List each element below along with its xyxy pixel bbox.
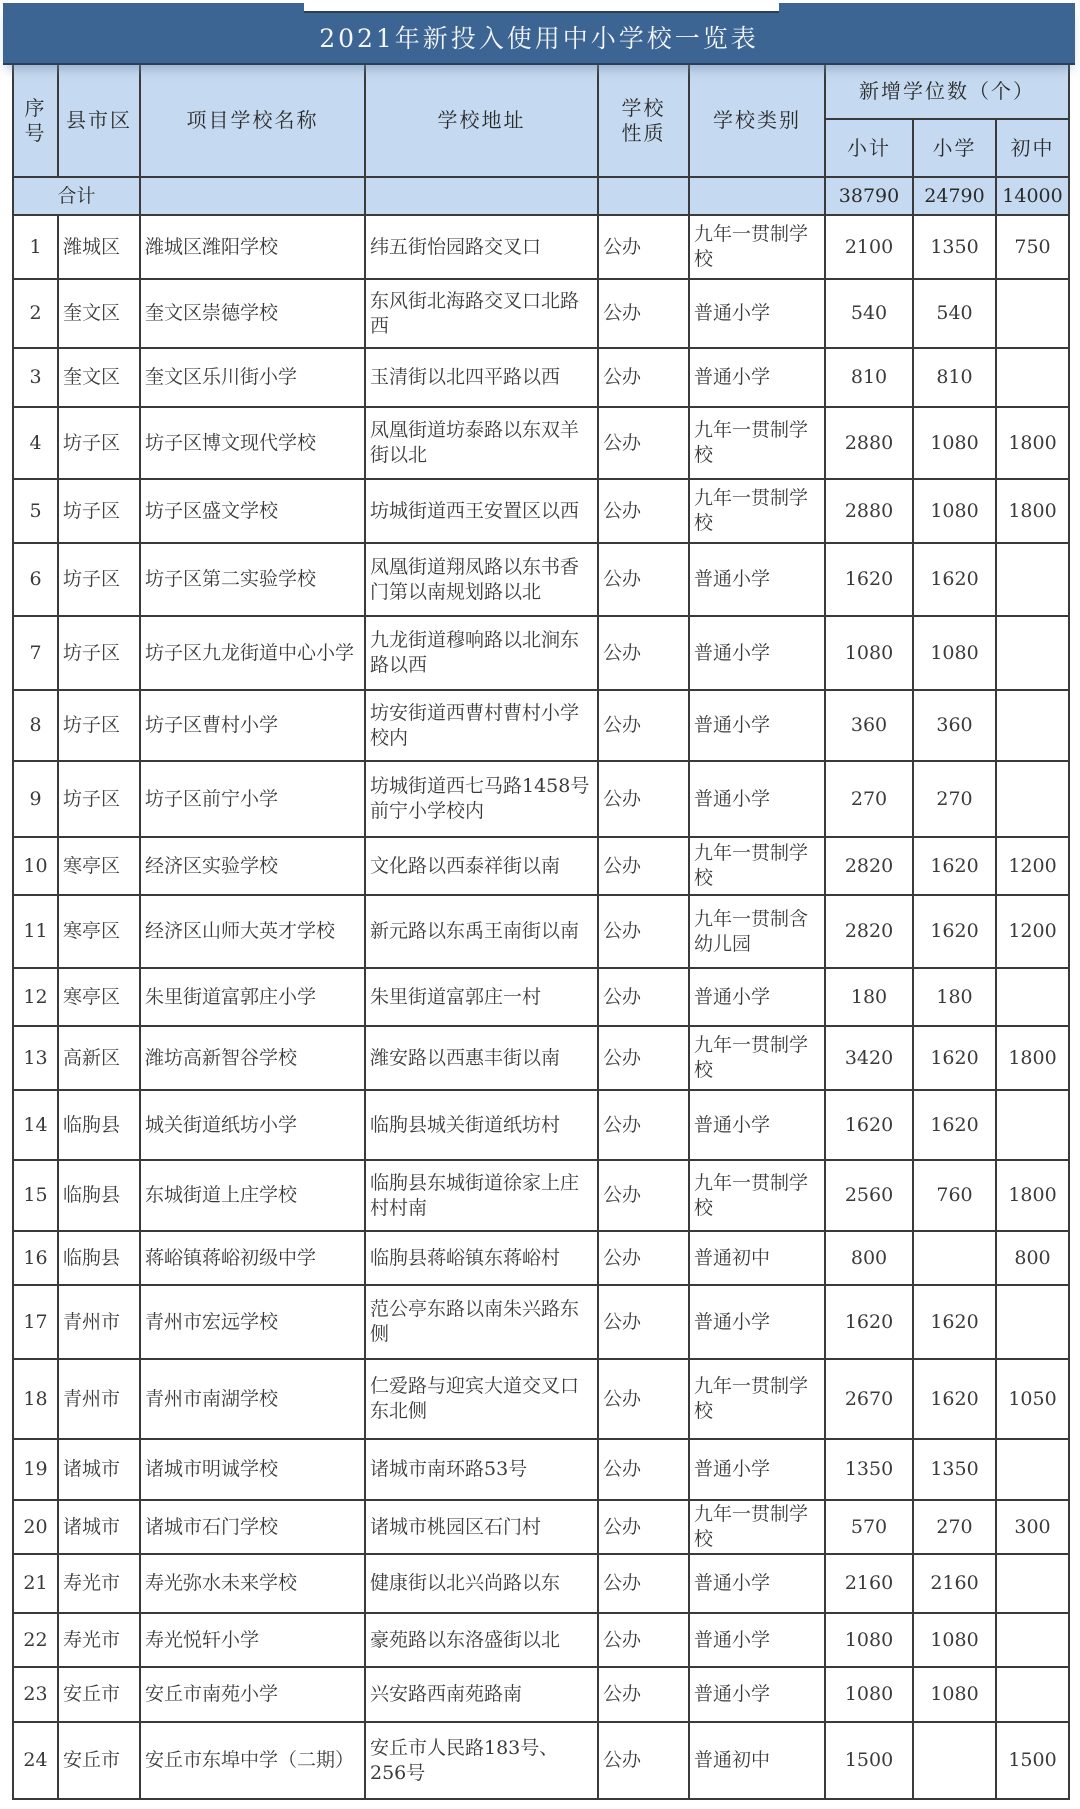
- row-category: 九年一贯制学校: [689, 1026, 825, 1090]
- row-county: 临朐县: [58, 1090, 140, 1160]
- row-seq: 21: [13, 1554, 58, 1613]
- row-nature: 公办: [598, 407, 689, 479]
- row-junior: [996, 543, 1069, 616]
- row-primary: [913, 1231, 996, 1285]
- row-address: 豪苑路以东洛盛街以北: [365, 1613, 598, 1667]
- row-category: 普通小学: [689, 1554, 825, 1613]
- header-seq: [13, 64, 58, 177]
- row-county: 坊子区: [58, 690, 140, 761]
- row-address: 潍安路以西惠丰街以南: [365, 1026, 598, 1090]
- row-junior: [996, 761, 1069, 837]
- table-row: [13, 1090, 1069, 1160]
- row-junior: [996, 1090, 1069, 1160]
- row-category: 九年一贯制学校: [689, 1160, 825, 1231]
- table-row: [13, 407, 1069, 479]
- total-subtotal: 38790: [825, 177, 913, 215]
- row-address: 坊城街道西王安置区以西: [365, 479, 598, 543]
- row-nature: 公办: [598, 1285, 689, 1359]
- row-nature: 公办: [598, 1026, 689, 1090]
- row-seq: 10: [13, 837, 58, 895]
- row-address: 新元路以东禹王南街以南: [365, 895, 598, 968]
- header-address: 学校地址: [365, 64, 598, 177]
- row-county: 寒亭区: [58, 895, 140, 968]
- row-subtotal: 1080: [825, 1667, 913, 1722]
- row-school-name: 坊子区博文现代学校: [140, 407, 365, 479]
- row-school-name: 城关街道纸坊小学: [140, 1090, 365, 1160]
- row-nature: 公办: [598, 279, 689, 348]
- row-category: 普通初中: [689, 1722, 825, 1799]
- total-empty-address: [365, 177, 598, 215]
- total-label: 合计: [13, 177, 140, 215]
- row-school-name: 诸城市石门学校: [140, 1500, 365, 1554]
- row-address: 兴安路西南苑路南: [365, 1667, 598, 1722]
- table-row: [13, 543, 1069, 616]
- row-subtotal: 2100: [825, 215, 913, 279]
- row-county: 潍城区: [58, 215, 140, 279]
- row-junior: 1800: [996, 407, 1069, 479]
- row-county: 临朐县: [58, 1160, 140, 1231]
- row-school-name: 朱里街道富郭庄小学: [140, 968, 365, 1026]
- row-seq: 18: [13, 1359, 58, 1439]
- row-seq: 15: [13, 1160, 58, 1231]
- row-category: 普通小学: [689, 1285, 825, 1359]
- row-category: 九年一贯制学校: [689, 837, 825, 895]
- row-school-name: 青州市宏远学校: [140, 1285, 365, 1359]
- header-category: 学校类别: [689, 64, 825, 177]
- row-nature: 公办: [598, 1359, 689, 1439]
- row-junior: 1500: [996, 1722, 1069, 1799]
- row-school-name: 寿光悦轩小学: [140, 1613, 365, 1667]
- row-subtotal: 1620: [825, 1090, 913, 1160]
- row-county: 坊子区: [58, 616, 140, 690]
- row-nature: 公办: [598, 1613, 689, 1667]
- row-seq: 17: [13, 1285, 58, 1359]
- row-primary: 1080: [913, 407, 996, 479]
- row-nature: 公办: [598, 215, 689, 279]
- row-school-name: 坊子区九龙街道中心小学: [140, 616, 365, 690]
- row-subtotal: 1620: [825, 543, 913, 616]
- row-seq: 22: [13, 1613, 58, 1667]
- row-seq: 3: [13, 348, 58, 407]
- row-county: 诸城市: [58, 1500, 140, 1554]
- row-county: 诸城市: [58, 1439, 140, 1500]
- table-row: [13, 479, 1069, 543]
- row-nature: 公办: [598, 543, 689, 616]
- row-seq: 19: [13, 1439, 58, 1500]
- row-junior: [996, 1667, 1069, 1722]
- row-nature: 公办: [598, 348, 689, 407]
- row-seq: 13: [13, 1026, 58, 1090]
- row-school-name: 安丘市南苑小学: [140, 1667, 365, 1722]
- row-primary: 180: [913, 968, 996, 1026]
- row-category: 九年一贯制学校: [689, 407, 825, 479]
- total-junior: 14000: [996, 177, 1069, 215]
- header-subtotal: 小计: [825, 119, 913, 177]
- row-primary: 270: [913, 761, 996, 837]
- header-school-name: 项目学校名称: [140, 64, 365, 177]
- row-seq: 23: [13, 1667, 58, 1722]
- row-subtotal: 2160: [825, 1554, 913, 1613]
- row-junior: 800: [996, 1231, 1069, 1285]
- row-category: 九年一贯制学校: [689, 479, 825, 543]
- row-seq: 20: [13, 1500, 58, 1554]
- row-primary: [913, 1722, 996, 1799]
- table-row: [13, 215, 1069, 279]
- row-school-name: 经济区实验学校: [140, 837, 365, 895]
- total-empty-category: [689, 177, 825, 215]
- row-nature: 公办: [598, 1439, 689, 1500]
- row-category: 普通小学: [689, 1439, 825, 1500]
- row-seq: 11: [13, 895, 58, 968]
- row-junior: 750: [996, 215, 1069, 279]
- row-subtotal: 1500: [825, 1722, 913, 1799]
- row-school-name: 潍城区潍阳学校: [140, 215, 365, 279]
- row-address: 朱里街道富郭庄一村: [365, 968, 598, 1026]
- row-county: 坊子区: [58, 761, 140, 837]
- row-junior: 1050: [996, 1359, 1069, 1439]
- row-county: 临朐县: [58, 1231, 140, 1285]
- row-subtotal: 270: [825, 761, 913, 837]
- table-row: [13, 968, 1069, 1026]
- row-seq: 12: [13, 968, 58, 1026]
- row-school-name: 东城街道上庄学校: [140, 1160, 365, 1231]
- header-new-seats: 新增学位数（个）: [825, 64, 1069, 119]
- header-junior: 初中: [996, 119, 1069, 177]
- row-nature: 公办: [598, 1554, 689, 1613]
- row-nature: 公办: [598, 968, 689, 1026]
- row-address: 安丘市人民路183号、256号: [365, 1722, 598, 1799]
- schools-table: [12, 63, 1070, 1800]
- row-primary: 1080: [913, 616, 996, 690]
- row-primary: 270: [913, 1500, 996, 1554]
- row-school-name: 奎文区乐川街小学: [140, 348, 365, 407]
- table-row: [13, 1667, 1069, 1722]
- row-nature: 公办: [598, 1667, 689, 1722]
- row-primary: 540: [913, 279, 996, 348]
- row-address: 凤凰街道翔凤路以东书香门第以南规划路以北: [365, 543, 598, 616]
- row-category: 普通小学: [689, 543, 825, 616]
- row-seq: 9: [13, 761, 58, 837]
- row-subtotal: 1620: [825, 1285, 913, 1359]
- row-primary: 1080: [913, 1667, 996, 1722]
- row-address: 玉清街以北四平路以西: [365, 348, 598, 407]
- row-county: 寒亭区: [58, 968, 140, 1026]
- row-county: 青州市: [58, 1285, 140, 1359]
- top-notch-decoration: [304, 0, 779, 13]
- header-county: 县市区: [58, 64, 140, 177]
- row-junior: 1800: [996, 1026, 1069, 1090]
- row-category: 普通小学: [689, 616, 825, 690]
- row-junior: 1800: [996, 1160, 1069, 1231]
- table-row: [13, 690, 1069, 761]
- row-nature: 公办: [598, 1500, 689, 1554]
- row-junior: [996, 690, 1069, 761]
- row-category: 普通小学: [689, 1667, 825, 1722]
- row-subtotal: 2880: [825, 479, 913, 543]
- row-school-name: 潍坊高新智谷学校: [140, 1026, 365, 1090]
- table-row: [13, 1613, 1069, 1667]
- row-address: 仁爱路与迎宾大道交叉口东北侧: [365, 1359, 598, 1439]
- row-primary: 1620: [913, 1090, 996, 1160]
- header-primary: 小学: [913, 119, 996, 177]
- row-subtotal: 570: [825, 1500, 913, 1554]
- row-category: 普通小学: [689, 1613, 825, 1667]
- row-seq: 2: [13, 279, 58, 348]
- row-seq: 8: [13, 690, 58, 761]
- row-subtotal: 2880: [825, 407, 913, 479]
- row-subtotal: 2820: [825, 895, 913, 968]
- total-empty-nature: [598, 177, 689, 215]
- row-school-name: 寿光弥水未来学校: [140, 1554, 365, 1613]
- table-row: [13, 837, 1069, 895]
- row-school-name: 坊子区前宁小学: [140, 761, 365, 837]
- row-category: 普通初中: [689, 1231, 825, 1285]
- row-category: 九年一贯制学校: [689, 215, 825, 279]
- table-row: [13, 279, 1069, 348]
- row-nature: 公办: [598, 690, 689, 761]
- row-county: 奎文区: [58, 348, 140, 407]
- total-row: [13, 177, 1069, 215]
- row-primary: 360: [913, 690, 996, 761]
- row-county: 寿光市: [58, 1554, 140, 1613]
- row-nature: 公办: [598, 895, 689, 968]
- row-subtotal: 3420: [825, 1026, 913, 1090]
- row-category: 普通小学: [689, 761, 825, 837]
- header-seq-label: 序号: [24, 95, 47, 145]
- row-seq: 1: [13, 215, 58, 279]
- row-primary: 1350: [913, 215, 996, 279]
- page-title: 2021年新投入使用中小学校一览表: [319, 24, 759, 53]
- row-address: 坊安街道西曹村曹村小学校内: [365, 690, 598, 761]
- row-nature: 公办: [598, 1090, 689, 1160]
- row-address: 文化路以西泰祥街以南: [365, 837, 598, 895]
- table-row: [13, 1359, 1069, 1439]
- total-empty-name: [140, 177, 365, 215]
- row-address: 坊城街道西七马路1458号前宁小学校内: [365, 761, 598, 837]
- row-county: 坊子区: [58, 479, 140, 543]
- row-seq: 24: [13, 1722, 58, 1799]
- row-primary: 1620: [913, 1285, 996, 1359]
- row-county: 坊子区: [58, 543, 140, 616]
- row-school-name: 诸城市明诚学校: [140, 1439, 365, 1500]
- row-junior: [996, 279, 1069, 348]
- row-school-name: 坊子区盛文学校: [140, 479, 365, 543]
- row-category: 九年一贯制学校: [689, 1500, 825, 1554]
- row-county: 安丘市: [58, 1722, 140, 1799]
- row-school-name: 蒋峪镇蒋峪初级中学: [140, 1231, 365, 1285]
- row-category: 普通小学: [689, 968, 825, 1026]
- table-row: [13, 1500, 1069, 1554]
- row-county: 高新区: [58, 1026, 140, 1090]
- row-category: 普通小学: [689, 348, 825, 407]
- row-school-name: 经济区山师大英才学校: [140, 895, 365, 968]
- row-junior: 1200: [996, 837, 1069, 895]
- row-seq: 7: [13, 616, 58, 690]
- row-school-name: 奎文区崇德学校: [140, 279, 365, 348]
- row-junior: [996, 1613, 1069, 1667]
- row-address: 范公亭东路以南朱兴路东侧: [365, 1285, 598, 1359]
- row-junior: [996, 1439, 1069, 1500]
- table-row: [13, 1160, 1069, 1231]
- table-row: [13, 761, 1069, 837]
- row-primary: 1620: [913, 837, 996, 895]
- row-junior: [996, 1285, 1069, 1359]
- row-subtotal: 800: [825, 1231, 913, 1285]
- row-primary: 1620: [913, 895, 996, 968]
- row-primary: 1620: [913, 543, 996, 616]
- row-address: 凤凰街道坊泰路以东双羊街以北: [365, 407, 598, 479]
- row-subtotal: 360: [825, 690, 913, 761]
- row-county: 坊子区: [58, 407, 140, 479]
- row-school-name: 青州市南湖学校: [140, 1359, 365, 1439]
- row-primary: 1080: [913, 479, 996, 543]
- row-subtotal: 2560: [825, 1160, 913, 1231]
- row-county: 奎文区: [58, 279, 140, 348]
- row-subtotal: 540: [825, 279, 913, 348]
- row-subtotal: 2670: [825, 1359, 913, 1439]
- row-junior: 1200: [996, 895, 1069, 968]
- row-subtotal: 2820: [825, 837, 913, 895]
- row-subtotal: 1080: [825, 616, 913, 690]
- row-address: 临朐县蒋峪镇东蒋峪村: [365, 1231, 598, 1285]
- row-category: 九年一贯制含幼儿园: [689, 895, 825, 968]
- header-nature: 学校性质: [598, 64, 689, 177]
- table-row: [13, 895, 1069, 968]
- row-nature: 公办: [598, 479, 689, 543]
- row-junior: [996, 968, 1069, 1026]
- row-subtotal: 1350: [825, 1439, 913, 1500]
- row-junior: [996, 1554, 1069, 1613]
- table-row: [13, 1554, 1069, 1613]
- row-nature: 公办: [598, 837, 689, 895]
- row-category: 普通小学: [689, 279, 825, 348]
- table-row: [13, 616, 1069, 690]
- table-row: [13, 348, 1069, 407]
- row-primary: 1620: [913, 1026, 996, 1090]
- total-primary: 24790: [913, 177, 996, 215]
- row-seq: 14: [13, 1090, 58, 1160]
- row-primary: 1350: [913, 1439, 996, 1500]
- row-county: 安丘市: [58, 1667, 140, 1722]
- row-subtotal: 810: [825, 348, 913, 407]
- row-county: 青州市: [58, 1359, 140, 1439]
- table-row: [13, 1026, 1069, 1090]
- row-county: 寒亭区: [58, 837, 140, 895]
- row-address: 东风街北海路交叉口北路西: [365, 279, 598, 348]
- row-address: 健康街以北兴尚路以东: [365, 1554, 598, 1613]
- row-junior: [996, 616, 1069, 690]
- row-seq: 4: [13, 407, 58, 479]
- row-address: 纬五街怡园路交叉口: [365, 215, 598, 279]
- row-address: 临朐县东城街道徐家上庄村村南: [365, 1160, 598, 1231]
- row-address: 九龙街道穆响路以北涧东路以西: [365, 616, 598, 690]
- row-nature: 公办: [598, 761, 689, 837]
- row-address: 诸城市桃园区石门村: [365, 1500, 598, 1554]
- row-category: 九年一贯制学校: [689, 1359, 825, 1439]
- row-nature: 公办: [598, 1231, 689, 1285]
- row-primary: 2160: [913, 1554, 996, 1613]
- table-row: [13, 1722, 1069, 1799]
- row-school-name: 坊子区曹村小学: [140, 690, 365, 761]
- table-row: [13, 1285, 1069, 1359]
- row-junior: 300: [996, 1500, 1069, 1554]
- row-nature: 公办: [598, 1722, 689, 1799]
- row-seq: 6: [13, 543, 58, 616]
- row-primary: 760: [913, 1160, 996, 1231]
- row-county: 寿光市: [58, 1613, 140, 1667]
- row-school-name: 安丘市东埠中学（二期）: [140, 1722, 365, 1799]
- row-subtotal: 1080: [825, 1613, 913, 1667]
- row-junior: [996, 348, 1069, 407]
- row-seq: 5: [13, 479, 58, 543]
- table-row: [13, 1231, 1069, 1285]
- row-nature: 公办: [598, 616, 689, 690]
- row-nature: 公办: [598, 1160, 689, 1231]
- row-primary: 1080: [913, 1613, 996, 1667]
- row-address: 诸城市南环路53号: [365, 1439, 598, 1500]
- row-school-name: 坊子区第二实验学校: [140, 543, 365, 616]
- row-address: 临朐县城关街道纸坊村: [365, 1090, 598, 1160]
- row-category: 普通小学: [689, 1090, 825, 1160]
- row-primary: 1620: [913, 1359, 996, 1439]
- row-primary: 810: [913, 348, 996, 407]
- row-junior: 1800: [996, 479, 1069, 543]
- row-seq: 16: [13, 1231, 58, 1285]
- row-subtotal: 180: [825, 968, 913, 1026]
- table-row: [13, 1439, 1069, 1500]
- row-category: 普通小学: [689, 690, 825, 761]
